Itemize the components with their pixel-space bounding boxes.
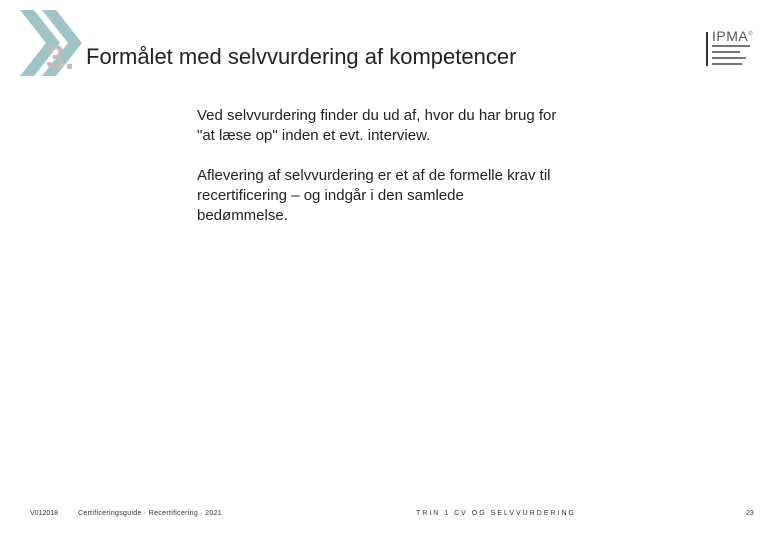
logo-wordmark: IPMA® bbox=[712, 28, 754, 44]
footer-version: V012018 bbox=[30, 510, 59, 517]
logo-bar bbox=[706, 32, 708, 66]
page-title: Formålet med selvvurdering af kompetencer bbox=[86, 44, 517, 69]
footer-step: TRIN 1 CV OG SELVVURDERING bbox=[416, 510, 577, 517]
section-number: 3. bbox=[46, 39, 75, 77]
footer-guide: Certificeringsguide · Recertificering · 2021 bbox=[78, 510, 222, 517]
body-paragraph-2: Aflevering af selvvurdering er et af de formelle krav til recertificering – og indgår i den samlede bedømmelse. bbox=[197, 167, 551, 224]
page-number: 23 bbox=[746, 510, 754, 517]
body-paragraph-1: Ved selvvurdering finder du ud af, hvor du har brug for "at læse op" inden et evt. interview. bbox=[197, 107, 557, 144]
ipma-logo bbox=[706, 28, 764, 70]
logo-tagline bbox=[712, 45, 750, 69]
